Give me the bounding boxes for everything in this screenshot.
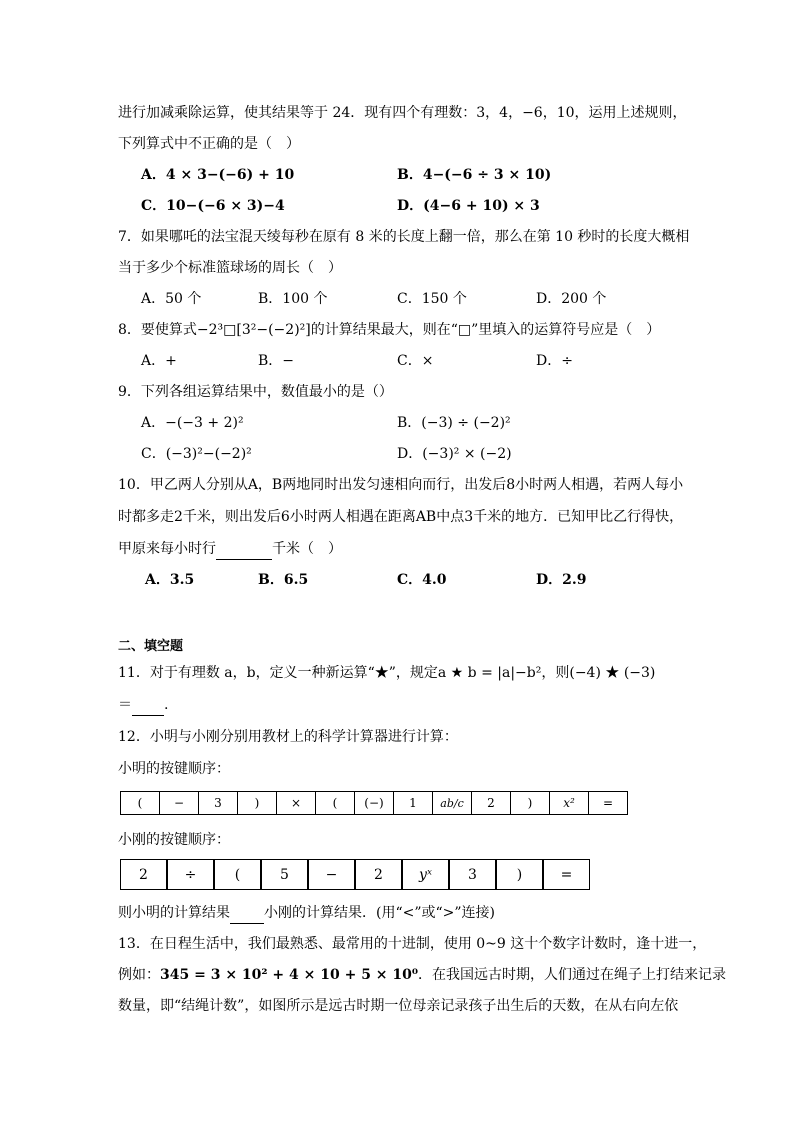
- gang-key-close-paren[interactable]: ): [496, 859, 543, 890]
- q12-answer-blank[interactable]: [230, 903, 264, 924]
- ming-key-multiply[interactable]: ×: [276, 791, 316, 815]
- ming-key-fraction[interactable]: ab/c: [432, 791, 472, 815]
- q8-option-a[interactable]: A．+: [141, 353, 177, 369]
- q9-option-c[interactable]: C．(−3)²−(−2)²: [141, 446, 252, 462]
- q6-option-a[interactable]: A．4 × 3−(−6) + 10: [141, 167, 295, 183]
- q7-line2: 当于多少个标准篮球场的周长（ ）: [118, 260, 342, 276]
- q8-option-c[interactable]: C．×: [397, 353, 434, 369]
- q9-option-a[interactable]: A．−(−3 + 2)²: [141, 415, 244, 431]
- ming-key-close-paren[interactable]: ): [237, 791, 277, 815]
- q10-line3-prefix: 甲原来每小时行: [118, 541, 216, 557]
- q12-result-prefix: 则小明的计算结果: [118, 905, 230, 921]
- q11-equals: ＝: [118, 697, 132, 713]
- q10-answer-blank[interactable]: [216, 539, 272, 560]
- q8-option-b[interactable]: B．−: [258, 353, 295, 369]
- q9-option-b[interactable]: B．(−3) ÷ (−2)²: [397, 415, 511, 431]
- ming-key-equals[interactable]: =: [588, 791, 628, 815]
- q13-line3: 数量，即“结绳计数”，如图所示是远古时期一位母亲记录孩子出生后的天数，在从右向左依: [118, 998, 679, 1014]
- q13-line2-suffix: ．在我国远古时期，人们通过在绳子上打结来记录: [418, 967, 727, 983]
- q12-result-line: [118, 903, 495, 924]
- gang-key-2[interactable]: 2: [120, 859, 167, 890]
- q9-option-d[interactable]: D．(−3)² × (−2): [397, 446, 512, 462]
- gang-key-open-paren[interactable]: (: [214, 859, 261, 890]
- q9-line1: 9．下列各组运算结果中，数值最小的是（）: [118, 384, 393, 400]
- q13-line2: [118, 965, 726, 985]
- q10-option-d[interactable]: D．2.9: [536, 572, 587, 588]
- ming-key-negative[interactable]: (−): [354, 791, 394, 815]
- ming-key-2[interactable]: 2: [471, 791, 511, 815]
- ming-key-3[interactable]: 3: [198, 791, 238, 815]
- q10-option-b[interactable]: B．6.5: [258, 572, 309, 588]
- q7-line1: 7．如果哪吒的法宝混天绫每秒在原有 8 米的长度上翻一倍，那么在第 10 秒时的长度大概相: [118, 229, 690, 245]
- q10-line2: 时都多走2千米，则出发后6小时两人相遇在距离AB中点3千米的地方．已知甲比乙行得快，: [118, 509, 684, 525]
- q11-line2: [118, 695, 168, 716]
- q7-option-a[interactable]: A．50 个: [141, 291, 202, 307]
- q7-option-c[interactable]: C．150 个: [397, 291, 467, 307]
- q10-line1: 10．甲乙两人分别从A，B两地同时出发匀速相向而行，出发后8小时两人相遇，若两人每小: [118, 477, 684, 493]
- ming-key-open-paren[interactable]: (: [120, 791, 160, 815]
- q12-gang-label: 小刚的按键顺序：: [118, 832, 230, 848]
- q8-line1: 8．要使算式−2³□[3²−(−2)²]的计算结果最大，则在“□”里填入的运算符号应是（ ）: [118, 322, 661, 338]
- q6-line2: 下列算式中不正确的是（ ）: [118, 136, 300, 152]
- q11-answer-blank[interactable]: [132, 695, 164, 716]
- q13-line2-prefix: 例如：: [118, 967, 160, 983]
- gang-key-minus[interactable]: −: [308, 859, 355, 890]
- q12-line1: 12．小明与小刚分别用教材上的科学计算器进行计算：: [118, 729, 458, 745]
- q7-option-d[interactable]: D．200 个: [536, 291, 607, 307]
- gang-key-divide[interactable]: ÷: [167, 859, 214, 890]
- gang-key-5[interactable]: 5: [261, 859, 308, 890]
- ming-key-square[interactable]: x²: [549, 791, 589, 815]
- ming-key-1[interactable]: 1: [393, 791, 433, 815]
- q12-ming-label: 小明的按键顺序：: [118, 761, 230, 777]
- q10-line3: [118, 539, 342, 560]
- q11-period: .: [164, 697, 169, 713]
- gang-key-3[interactable]: 3: [449, 859, 496, 890]
- q10-option-c[interactable]: C．4.0: [397, 572, 447, 588]
- section-2-title: 二、填空题: [118, 639, 184, 654]
- q10-line3-suffix: 千米（ ）: [272, 541, 342, 557]
- q6-option-d[interactable]: D．(4−6 + 10) × 3: [397, 198, 540, 214]
- gang-key-power[interactable]: yˣ: [402, 859, 449, 890]
- gang-key-2b[interactable]: 2: [355, 859, 402, 890]
- gang-key-equals[interactable]: =: [543, 859, 590, 890]
- ming-key-close-paren-2[interactable]: ): [510, 791, 550, 815]
- q6-option-c[interactable]: C．10−(−6 × 3)−4: [141, 198, 285, 214]
- q13-line1: 13．在日程生活中，我们最熟悉、最常用的十进制，使用 0~9 这十个数字计数时，逢十进一，: [118, 936, 707, 952]
- q13-example-formula: 345 = 3 × 10² + 4 × 10 + 5 × 10⁰: [160, 967, 419, 983]
- q6-line1: 进行加减乘除运算，使其结果等于 24．现有四个有理数：3，4，−6，10，运用上述规则，: [118, 105, 687, 121]
- q6-option-b[interactable]: B．4−(−6 ÷ 3 × 10): [397, 167, 552, 183]
- ming-key-open-paren-2[interactable]: (: [315, 791, 355, 815]
- q11-line1: 11．对于有理数 a，b，定义一种新运算“★”，规定a ★ b = |a|−b²，则(−4) ★ (−3): [118, 665, 656, 681]
- q12-result-suffix: 小刚的计算结果．(用“<”或“>”连接): [264, 905, 496, 921]
- q8-option-d[interactable]: D．÷: [536, 353, 573, 369]
- q7-option-b[interactable]: B．100 个: [258, 291, 328, 307]
- ming-key-minus[interactable]: −: [159, 791, 199, 815]
- q10-option-a[interactable]: A．3.5: [145, 572, 195, 588]
